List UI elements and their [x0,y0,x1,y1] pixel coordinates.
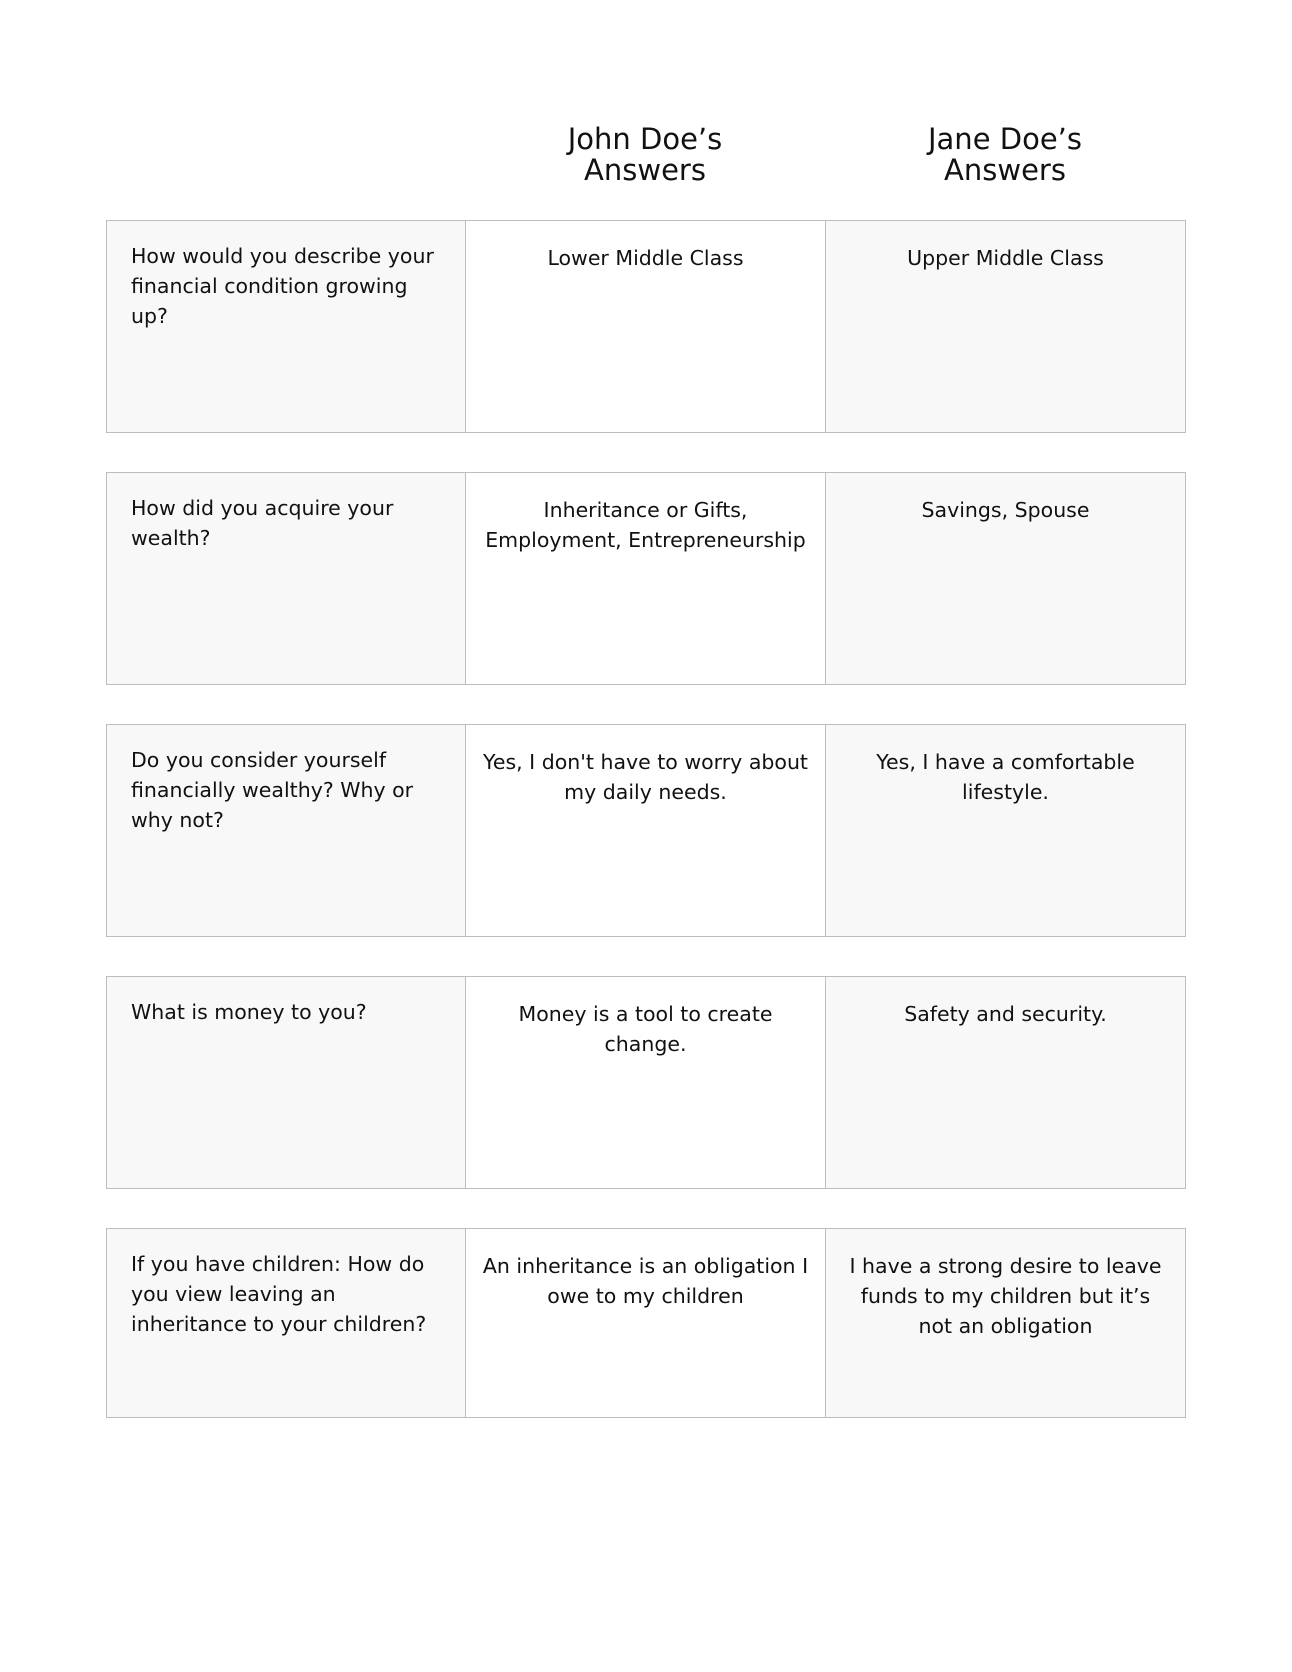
jane-answer-cell: Safety and security. [826,976,1186,1189]
john-answer-cell: An inheritance is an obligation I owe to my children [466,1228,826,1418]
question-cell: How would you describe your financial condition growing up? [106,220,466,433]
table-row [106,976,1186,1189]
column-headers [465,124,1185,204]
table-row [106,220,1186,433]
question-cell: What is money to you? [106,976,466,1189]
john-answer-cell: Money is a tool to create change. [466,976,826,1189]
table-row [106,1228,1186,1418]
jane-answer-cell: Savings, Spouse [826,472,1186,685]
jane-doe-column-header: Jane Doe’s Answers [927,122,1082,187]
john-answer-cell: Inheritance or Gifts, Employment, Entrepreneurship [466,472,826,685]
john-answer-cell: Lower Middle Class [466,220,826,433]
jane-answer-cell: Upper Middle Class [826,220,1186,433]
table-row [106,472,1186,685]
question-cell: If you have children: How do you view leaving an inheritance to your children? [106,1228,466,1418]
jane-answer-cell: I have a strong desire to leave funds to my children but it’s not an obligation [826,1228,1186,1418]
table-row [106,724,1186,937]
question-cell: How did you acquire your wealth? [106,472,466,685]
john-doe-column-header: John Doe’s Answers [567,122,723,187]
john-answer-cell: Yes, I don't have to worry about my daily needs. [466,724,826,937]
jane-answer-cell: Yes, I have a comfortable lifestyle. [826,724,1186,937]
question-cell: Do you consider yourself financially wealthy? Why or why not? [106,724,466,937]
